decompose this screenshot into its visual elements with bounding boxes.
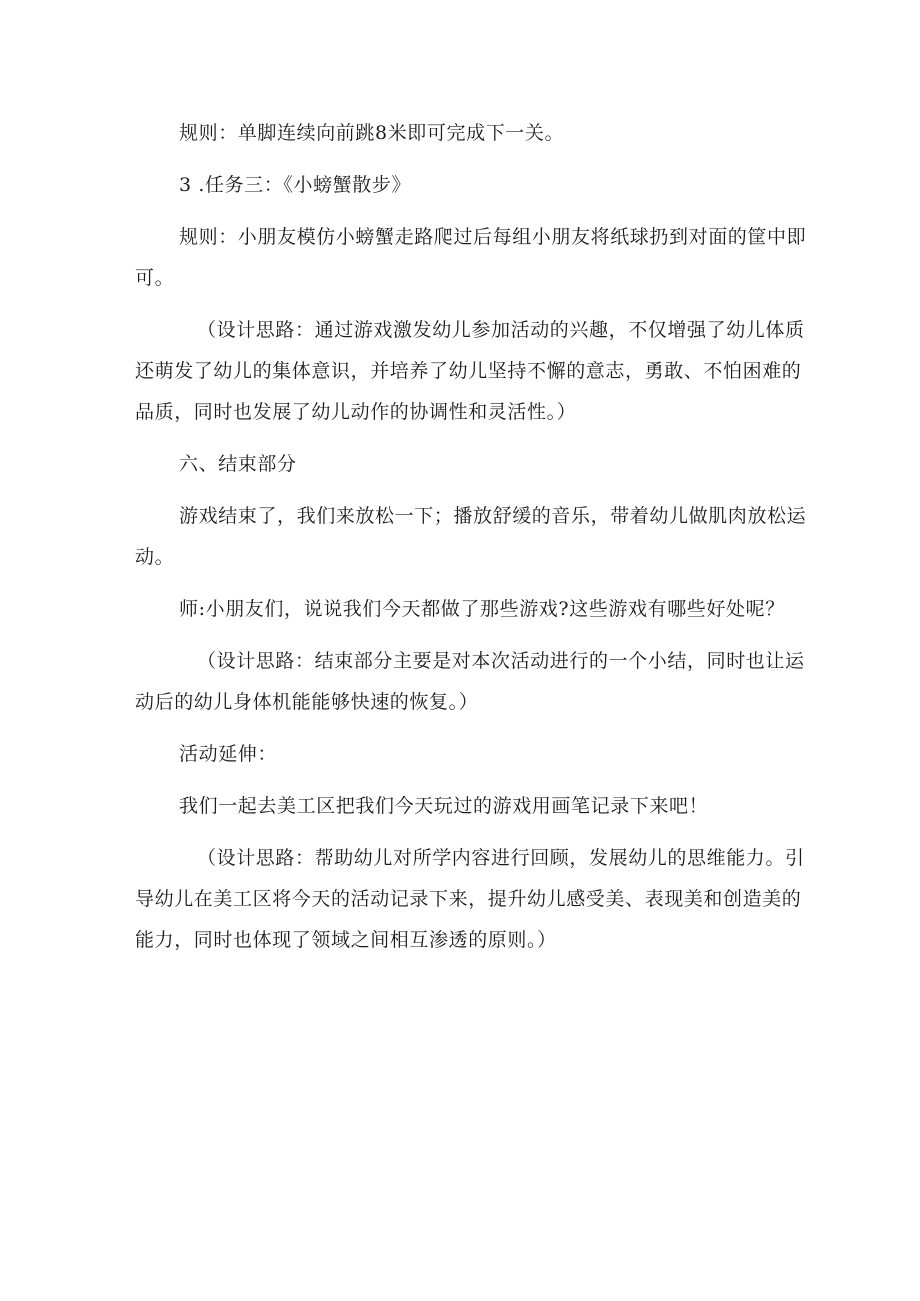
task3-heading: 3 .任务三：《小螃蟹散步》	[179, 174, 412, 196]
rule-paragraph-task2: 规则：单脚连续向前跳8米即可完成下一关。	[179, 122, 565, 144]
document-body	[135, 113, 815, 972]
extension-paragraph: 我们一起去美工区把我们今天玩过的游戏用画笔记录下来吧！	[179, 795, 709, 817]
section-heading-extension: 活动延伸：	[179, 743, 278, 765]
rule-paragraph-task3: 规则：小朋友模仿小螃蟹走路爬过后每组小朋友将纸球扔到对面的筐中即可。	[135, 226, 807, 289]
ending-relax-paragraph: 游戏结束了，我们来放松一下；播放舒缓的音乐，带着幼儿做肌肉放松运动。	[135, 505, 807, 568]
section-heading-ending: 六、结束部分	[179, 453, 297, 475]
teacher-question-paragraph: 师:小朋友们，说说我们今天都做了那些游戏?这些游戏有哪些好处呢？	[179, 598, 785, 620]
design-note-extension: （设计思路：帮助幼儿对所学内容进行回顾，发展幼儿的思维能力。引导幼儿在美工区将今天的活动记录下来，提升幼儿感受美、表现美和创造美的能力，同时也体现了领域之间相互渗透的原则。）	[135, 847, 805, 951]
design-note-ending: （设计思路：结束部分主要是对本次活动进行的一个小结，同时也让运动后的幼儿身体机能能够快速的恢复。）	[135, 650, 805, 713]
design-note-games: （设计思路：通过游戏激发幼儿参加活动的兴趣，不仅增强了幼儿体质还萌发了幼儿的集体意识，并培养了幼儿坚持不懈的意志，勇敢、不怕困难的品质，同时也发展了幼儿动作的协调性和灵活性。）	[135, 319, 805, 423]
